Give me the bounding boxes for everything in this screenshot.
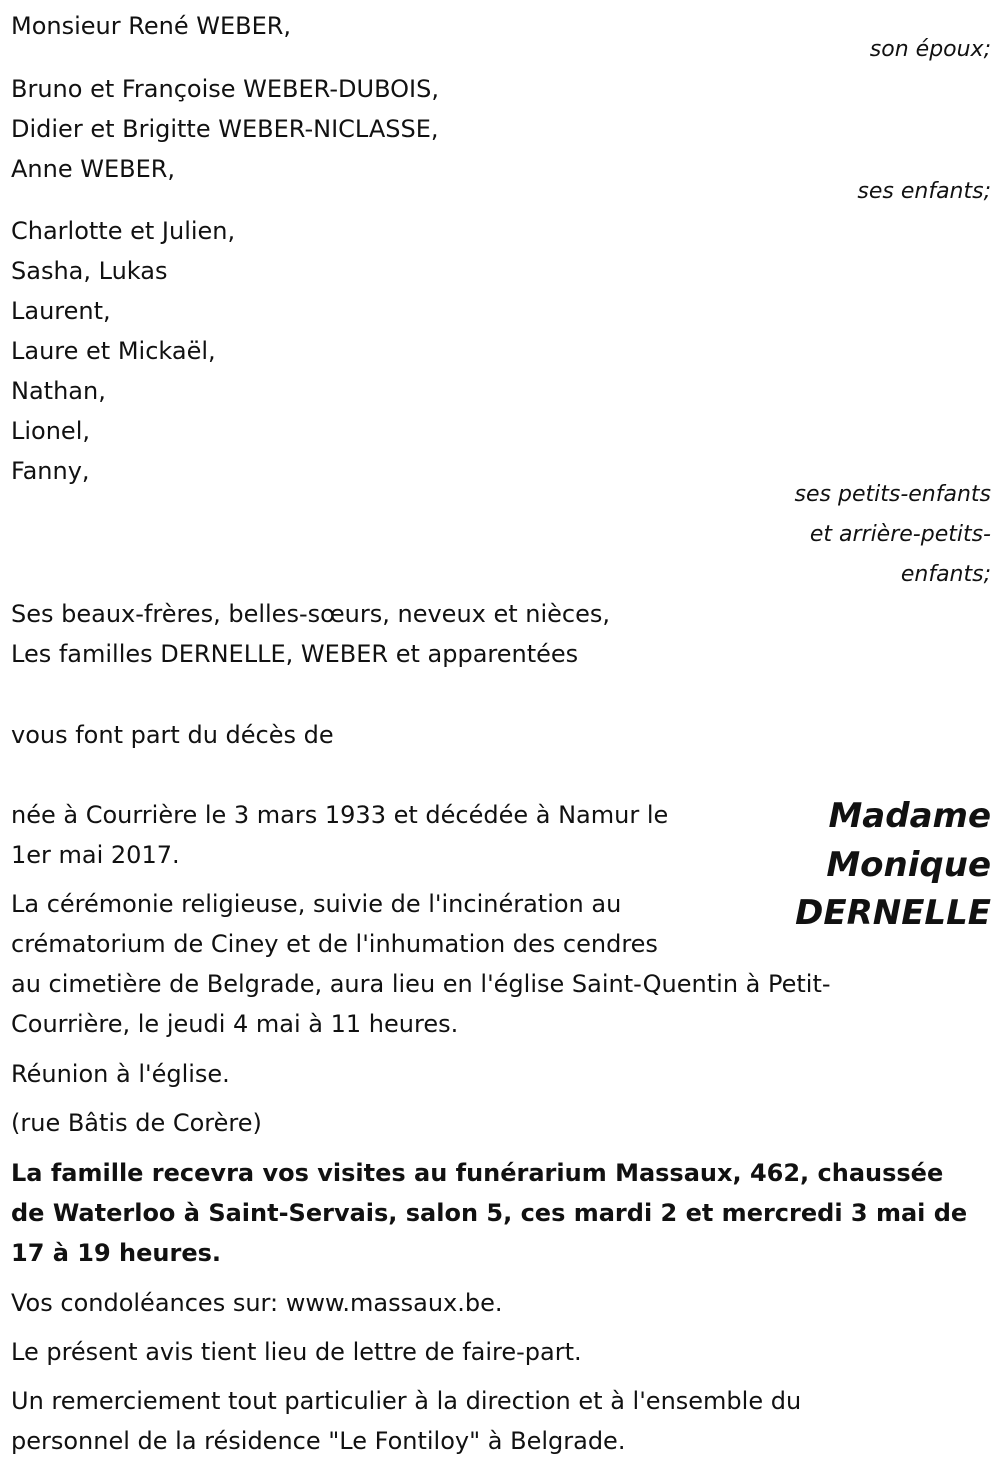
- body-line: La cérémonie religieuse, suivie de l'incinération au: [11, 890, 622, 918]
- grandchild-line: Laure et Mickaël,: [11, 337, 216, 365]
- closing-line: Vos condoléances sur: www.massaux.be.: [11, 1289, 503, 1317]
- body-line: Courrière, le jeudi 4 mai à 11 heures.: [11, 1010, 459, 1038]
- grandchild-line: Sasha, Lukas: [11, 257, 168, 285]
- closing-line: personnel de la résidence "Le Fontiloy" à Belgrade.: [11, 1427, 626, 1455]
- body-line: au cimetière de Belgrade, aura lieu en l'église Saint-Quentin à Petit-: [11, 970, 831, 998]
- child-line: Anne WEBER,: [11, 155, 176, 183]
- deceased-name-line: Monique: [826, 845, 991, 885]
- visits-line: La famille recevra vos visites au funérarium Massaux, 462, chaussée: [11, 1159, 944, 1187]
- body-line: (rue Bâtis de Corère): [11, 1109, 262, 1137]
- visits-line: 17 à 19 heures.: [11, 1239, 222, 1267]
- body-line: crématorium de Ciney et de l'inhumation des cendres: [11, 930, 658, 958]
- grandchildren-role-line: et arrière-petits-: [809, 522, 991, 547]
- closing-line: Un remerciement tout particulier à la direction et à l'ensemble du: [11, 1387, 802, 1415]
- grandchildren-role-line: enfants;: [900, 562, 991, 587]
- visits-line: de Waterloo à Saint-Servais, salon 5, ces mardi 2 et mercredi 3 mai de: [11, 1199, 968, 1227]
- grandchild-line: Nathan,: [11, 377, 106, 405]
- grandchild-line: Lionel,: [11, 417, 90, 445]
- grandchildren-role-line: ses petits-enfants: [794, 482, 991, 507]
- closing-line: Le présent avis tient lieu de lettre de faire-part.: [11, 1338, 582, 1366]
- extended-family-line: Ses beaux-frères, belles-sœurs, neveux et nièces,: [11, 600, 611, 628]
- deceased-name-line: DERNELLE: [795, 893, 991, 933]
- extended-family-line: Les familles DERNELLE, WEBER et apparentées: [11, 640, 579, 668]
- grandchild-line: Fanny,: [11, 457, 90, 485]
- children-role: ses enfants;: [857, 179, 991, 204]
- body-line: Réunion à l'église.: [11, 1060, 230, 1088]
- announcement-text: vous font part du décès de: [11, 721, 334, 749]
- child-line: Didier et Brigitte WEBER-NICLASSE,: [11, 115, 439, 143]
- grandchild-line: Charlotte et Julien,: [11, 217, 236, 245]
- grandchild-line: Laurent,: [11, 297, 111, 325]
- deceased-name-line: Madame: [828, 796, 991, 836]
- spouse-name: Monsieur René WEBER,: [11, 12, 292, 40]
- child-line: Bruno et Françoise WEBER-DUBOIS,: [11, 75, 439, 103]
- body-line: née à Courrière le 3 mars 1933 et décédée à Namur le: [11, 801, 669, 829]
- spouse-role: son époux;: [869, 37, 991, 62]
- body-line: 1er mai 2017.: [11, 841, 180, 869]
